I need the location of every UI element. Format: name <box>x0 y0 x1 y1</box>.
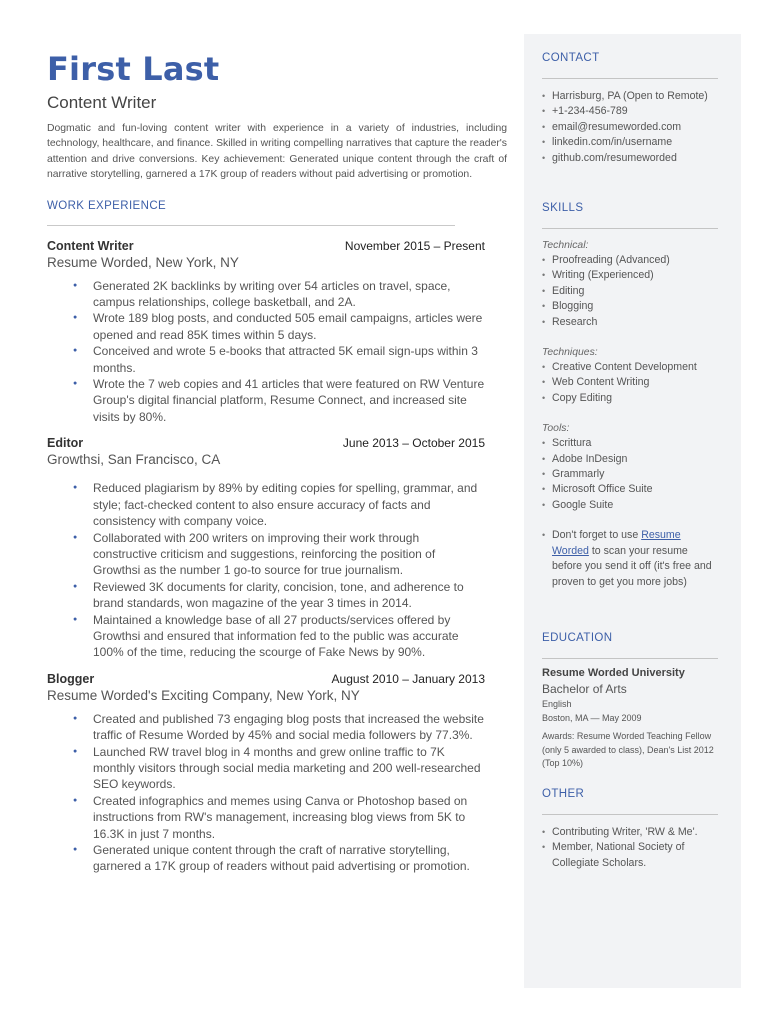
section-divider <box>542 78 718 79</box>
skill-item: • Adobe InDesign <box>542 452 718 467</box>
skill-item: • Proofreading (Advanced) <box>542 253 718 268</box>
other-item: • Member, National Society of Collegiate Scholars. <box>542 840 718 871</box>
job-bullets <box>73 480 485 660</box>
job-bullet: ● Wrote 189 blog posts, and conducted 505 email campaigns, articles were opened and read 85K times within 5 days. <box>73 310 485 343</box>
job-bullet: ● Wrote the 7 web copies and 41 articles that were featured on RW Venture Group's digital financial platform, Resume Connect, and increased site visits by 80%. <box>73 376 485 425</box>
candidate-role: Content Writer <box>47 93 157 112</box>
section-divider <box>542 814 718 815</box>
contact-section <box>542 52 718 166</box>
job-title: Blogger <box>47 671 95 686</box>
education-awards: Awards: Resume Worded Teaching Fellow (only 5 awarded to class), Dean's List 2012 (Top 10%) <box>542 731 714 768</box>
skill-item: • Scrittura <box>542 436 718 451</box>
contact-github[interactable]: • github.com/resumeworded <box>542 151 718 166</box>
job-bullet: ● Maintained a knowledge base of all 27 products/services offered by Growthsi and ensured that information fed to the public was accurate 100% of the time, reducing the scourge of Fake News by 90%. <box>73 612 485 661</box>
skills-heading: SKILLS <box>542 202 584 214</box>
contact-linkedin[interactable]: • linkedin.com/in/username <box>542 135 718 150</box>
other-heading: OTHER <box>542 788 585 800</box>
candidate-name: First Last <box>47 50 220 88</box>
job-bullet: ● Generated unique content through the craft of narrative storytelling, garnered a 17K group of readers without paid advertising or promotion. <box>73 842 485 875</box>
job-bullet: ● Collaborated with 200 writers on improving their work through constructive criticism and suggestions, reinforcing the position of Growthsi as the number 1 go-to source for true journalism. <box>73 530 485 579</box>
job-dates: November 2015 – Present <box>344 238 485 253</box>
summary-paragraph: Dogmatic and fun-loving content writer with experience in a variety of industries, including technology, healthcare, and finance. Skilled in writing compelling narratives that capture the reader's attention and drive conversions. Key achievement: Generated unique content through the craft of narrative storytelling, garnered a 17K group of readers without paid advertising or promotion. <box>47 123 507 181</box>
job-bullet: ● Launched RW travel blog in 4 months and grew online traffic to 7K monthly visitors through social media marketing and 200 well-researched SEO keywords. <box>73 744 485 793</box>
other-section <box>542 788 718 871</box>
job-bullet: ● Created infographics and memes using Canva or Photoshop based on instructions from RW's management, increasing blog views from 5K to 16.3K in just 7 months. <box>73 793 485 842</box>
skill-item: • Editing <box>542 284 718 299</box>
job-bullet: ● Generated 2K backlinks by writing over 54 articles on travel, space, campus relationships, college basketball, and 2A. <box>73 278 485 311</box>
skill-item: • Grammarly <box>542 467 718 482</box>
section-divider <box>542 228 718 229</box>
education-location-date: Boston, MA — May 2009 <box>542 712 642 723</box>
resume-worded-link[interactable]: Resume Worded <box>552 529 681 557</box>
other-list <box>542 825 718 871</box>
job-company: Growthsi, San Francisco, CA <box>47 452 221 468</box>
job-entry <box>47 239 485 426</box>
tip-prefix: Don't forget to use <box>552 529 642 542</box>
skill-item: • Microsoft Office Suite <box>542 482 718 497</box>
tools-label: Tools: <box>542 423 570 435</box>
job-bullet: ● Conceived and wrote 5 e-books that attracted 5K email sign-ups within 3 months. <box>73 343 485 376</box>
skill-item: • Copy Editing <box>542 391 718 406</box>
job-company: Resume Worded, New York, NY <box>47 254 239 270</box>
section-divider <box>542 658 718 659</box>
job-bullets <box>73 278 485 426</box>
job-bullet: ● Created and published 73 engaging blog posts that increased the website traffic of Resume Worded by 45% and social media followers by 77.3%. <box>73 711 485 744</box>
education-major: English <box>542 699 572 709</box>
skill-item: • Web Content Writing <box>542 375 718 390</box>
job-bullet: ● Reduced plagiarism by 89% by editing copies for spelling, grammar, and style; fact-checked content to also ensure accuracy of facts and consistency with company voice. <box>73 480 485 529</box>
skills-section <box>542 202 718 590</box>
techniques-label: Techniques: <box>542 347 598 359</box>
job-entry <box>47 672 485 875</box>
skill-item: • Google Suite <box>542 498 718 513</box>
job-title: Editor <box>47 436 84 451</box>
job-entry <box>47 436 485 660</box>
work-experience-heading: WORK EXPERIENCE <box>47 199 167 212</box>
technical-label: Technical: <box>542 240 589 251</box>
main-column <box>47 50 507 875</box>
job-bullets <box>73 711 485 875</box>
job-title: Content Writer <box>47 238 134 253</box>
education-school: Resume Worded University <box>542 667 685 679</box>
resume-tip-text <box>542 528 718 590</box>
job-dates: August 2010 – January 2013 <box>331 671 485 686</box>
job-bullet: ● Reviewed 3K documents for clarity, concision, tone, and adherence to brand standards, won magazine of the year 3 times in 2014. <box>73 579 485 612</box>
resume-tip <box>542 528 718 590</box>
tools-list <box>542 436 718 513</box>
contact-phone[interactable]: • +1-234-456-789 <box>542 104 718 119</box>
education-heading: EDUCATION <box>542 632 613 644</box>
contact-list <box>542 89 718 166</box>
contact-location: • Harrisburg, PA (Open to Remote) <box>542 89 718 104</box>
tip-suffix: to scan your resume before you send it off (it's free and proven to get you more jobs) <box>552 544 712 588</box>
other-item: • Contributing Writer, 'RW & Me'. <box>542 825 718 840</box>
sidebar <box>524 34 741 988</box>
education-degree: Bachelor of Arts <box>542 682 627 696</box>
education-section <box>542 632 718 771</box>
job-company: Resume Worded's Exciting Company, New York, NY <box>47 687 360 703</box>
contact-heading: CONTACT <box>542 52 600 64</box>
skill-item: • Research <box>542 315 718 330</box>
technical-skills-list <box>542 253 718 330</box>
contact-email[interactable]: • email@resumeworded.com <box>542 120 718 135</box>
job-dates: June 2013 – October 2015 <box>342 436 485 451</box>
skill-item: • Creative Content Development <box>542 360 718 375</box>
techniques-list <box>542 360 718 406</box>
section-divider <box>47 225 455 226</box>
skill-item: • Writing (Experienced) <box>542 268 718 283</box>
skill-item: • Blogging <box>542 299 718 314</box>
